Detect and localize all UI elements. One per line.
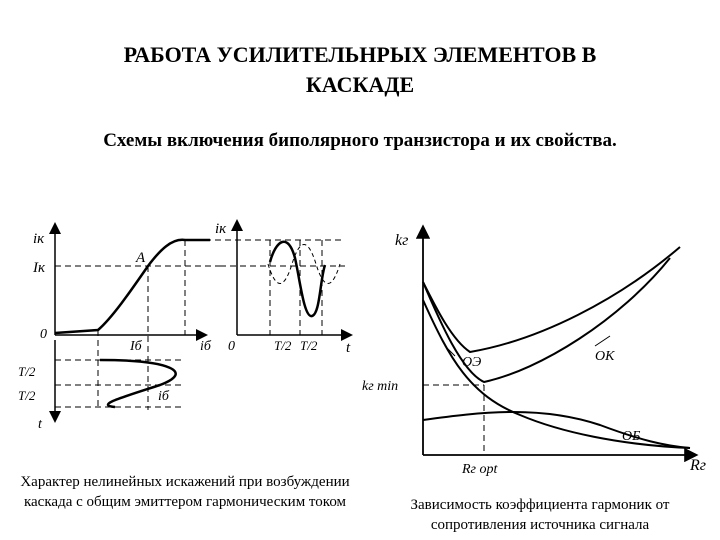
curve-ob	[423, 412, 690, 448]
curve-ok-label: ОК	[595, 349, 615, 364]
right-y-label: kг	[395, 232, 409, 249]
middle-y-label: iк	[215, 221, 227, 237]
transfer-curve	[55, 240, 210, 333]
ropt-label: Rг opt	[462, 462, 498, 477]
middle-half-period-2: T/2	[300, 338, 318, 353]
curve-oe-label: ОЭ	[462, 355, 482, 370]
collector-current-time-diagram	[215, 221, 351, 356]
harmonic-coefficient-diagram	[362, 228, 706, 477]
middle-half-period-1: T/2	[274, 338, 292, 353]
left-origin-label: 0	[40, 327, 47, 342]
ik-level-label: Iк	[33, 260, 46, 276]
middle-origin-label: 0	[228, 339, 235, 354]
curve-ok-upper	[423, 247, 680, 352]
left-y-label: iк	[33, 231, 45, 247]
signal-label: iб	[158, 389, 169, 404]
page-title-line-1: РАБОТА УСИЛИТЕЛЬНРЫХ ЭЛЕМЕНТОВ В	[123, 42, 597, 67]
distorted-collector-current	[270, 242, 325, 316]
curve-ob-label: ОБ	[622, 429, 641, 444]
middle-t-label: t	[346, 340, 351, 356]
ok-leader	[595, 336, 610, 346]
transfer-characteristic-diagram	[18, 225, 345, 432]
left-t-label: t	[38, 417, 42, 432]
page-subtitle: Схемы включения биполярного транзистора и их свойства.	[103, 130, 617, 151]
point-a-label: A	[136, 250, 146, 266]
curve-ok-lower	[423, 258, 670, 382]
left-caption: Характер нелинейных искажений при возбуждении каскада с общим эмиттером гармоническим током	[20, 474, 350, 510]
ib-level-label: Iб	[130, 339, 142, 354]
kmin-label: kг min	[362, 379, 399, 394]
sine-reference	[268, 245, 340, 284]
page-title-line-2: КАСКАДЕ	[305, 72, 415, 97]
curve-oe	[423, 300, 690, 448]
left-x-label: iб	[200, 339, 211, 354]
right-x-label: Rг	[690, 457, 707, 474]
half-period-2-label: T/2	[18, 388, 36, 403]
right-caption: Зависимость коэффициента гармоник от сопротивления источника сигнала	[410, 497, 670, 533]
half-period-1-label: T/2	[18, 364, 36, 379]
